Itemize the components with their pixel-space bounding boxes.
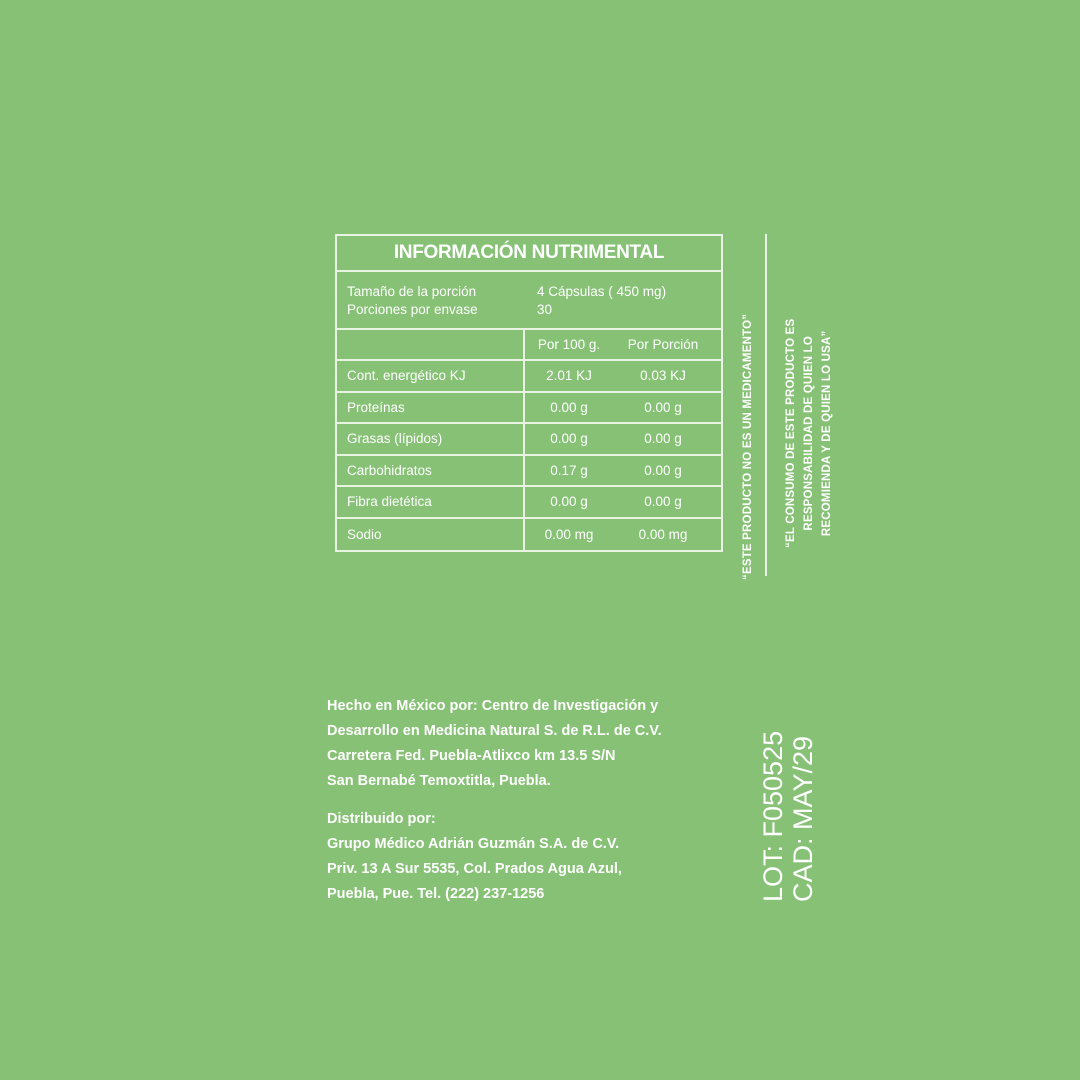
serving-info <box>337 272 721 330</box>
distributor-address: Priv. 13 A Sur 5535, Col. Prados Agua Azul, <box>327 861 622 877</box>
nutrition-title: INFORMACIÓN NUTRIMENTAL <box>337 236 721 272</box>
manufacturer-info <box>327 694 747 907</box>
manufacturer-label: Hecho en México por: <box>327 698 478 714</box>
nutrient-portion: 0.00 g <box>644 494 682 510</box>
nutrient-label: Proteínas <box>337 393 525 423</box>
lot-expiry <box>758 731 818 902</box>
nutrient-label: Fibra dietética <box>337 487 525 517</box>
nutrient-per100: 0.00 g <box>550 399 588 415</box>
responsibility-disclaimer <box>782 319 836 548</box>
nutrition-header-row <box>337 330 721 361</box>
nutrient-per100: 0.17 g <box>550 462 588 478</box>
distributor-label: Distribuido por: <box>327 811 436 827</box>
nutrient-portion: 0.00 g <box>644 431 682 447</box>
manufacturer-line <box>327 694 747 719</box>
nutrient-per100: 0.00 mg <box>544 526 594 542</box>
col-portion-header: Por Porción <box>627 337 699 352</box>
disclaimer-line: RESPONSABILIDAD DE QUIEN LO <box>803 336 815 531</box>
manufacturer-address: Carretera Fed. Puebla-Atlixco km 13.5 S/N <box>327 748 616 764</box>
nutrient-per100: 2.01 KJ <box>546 368 592 384</box>
header-blank-cell <box>337 330 525 359</box>
not-medicine-disclaimer: “ESTE PRODUCTO NO ES UN MEDICAMENTO” <box>742 313 754 580</box>
nutrient-per100: 0.00 g <box>550 494 588 510</box>
nutrition-table <box>335 234 723 552</box>
nutrient-label: Carbohidratos <box>337 456 525 486</box>
nutrition-row <box>337 361 721 393</box>
nutrient-per100: 0.00 g <box>550 431 588 447</box>
nutrient-label: Grasas (lípidos) <box>337 424 525 454</box>
nutrition-row <box>337 487 721 519</box>
nutrient-portion: 0.00 g <box>644 399 682 415</box>
manufacturer-address: San Bernabé Temoxtitla, Puebla. <box>327 773 551 789</box>
serving-size-row <box>347 283 721 301</box>
manufacturer-name: Centro de Investigación y <box>477 698 659 714</box>
nutrient-portion: 0.00 mg <box>638 526 688 542</box>
distributor-phone: Puebla, Pue. Tel. (222) 237-1256 <box>327 886 545 902</box>
disclaimer-line: “EL CONSUMO DE ESTE PRODUCTO ES <box>785 318 797 548</box>
nutrient-portion: 0.03 KJ <box>640 368 686 384</box>
serving-size-value: 4 Cápsulas ( 450 mg) <box>537 284 667 299</box>
servings-label: Porciones por envase <box>347 302 478 317</box>
expiry-date: CAD: MAY/29 <box>788 735 818 902</box>
serving-size-label: Tamaño de la porción <box>347 284 477 299</box>
distributor-name: Grupo Médico Adrián Guzmán S.A. de C.V. <box>327 836 620 852</box>
nutrition-row <box>337 519 721 551</box>
servings-row <box>347 301 721 319</box>
nutrition-row <box>337 456 721 488</box>
disclaimer-divider <box>765 234 767 576</box>
lot-number: LOT: F050525 <box>758 730 788 902</box>
nutrition-row <box>337 393 721 425</box>
nutrient-label: Sodio <box>337 519 525 551</box>
col-per100-header: Por 100 g. <box>537 337 601 352</box>
nutrient-label: Cont. energético KJ <box>337 361 525 391</box>
nutrition-row <box>337 424 721 456</box>
disclaimer-line: RECOMIENDA Y DE QUIEN LO USA” <box>821 330 833 537</box>
servings-value: 30 <box>537 302 553 317</box>
nutrient-portion: 0.00 g <box>644 462 682 478</box>
manufacturer-line: Desarrollo en Medicina Natural S. de R.L. de C.V. <box>327 723 662 739</box>
